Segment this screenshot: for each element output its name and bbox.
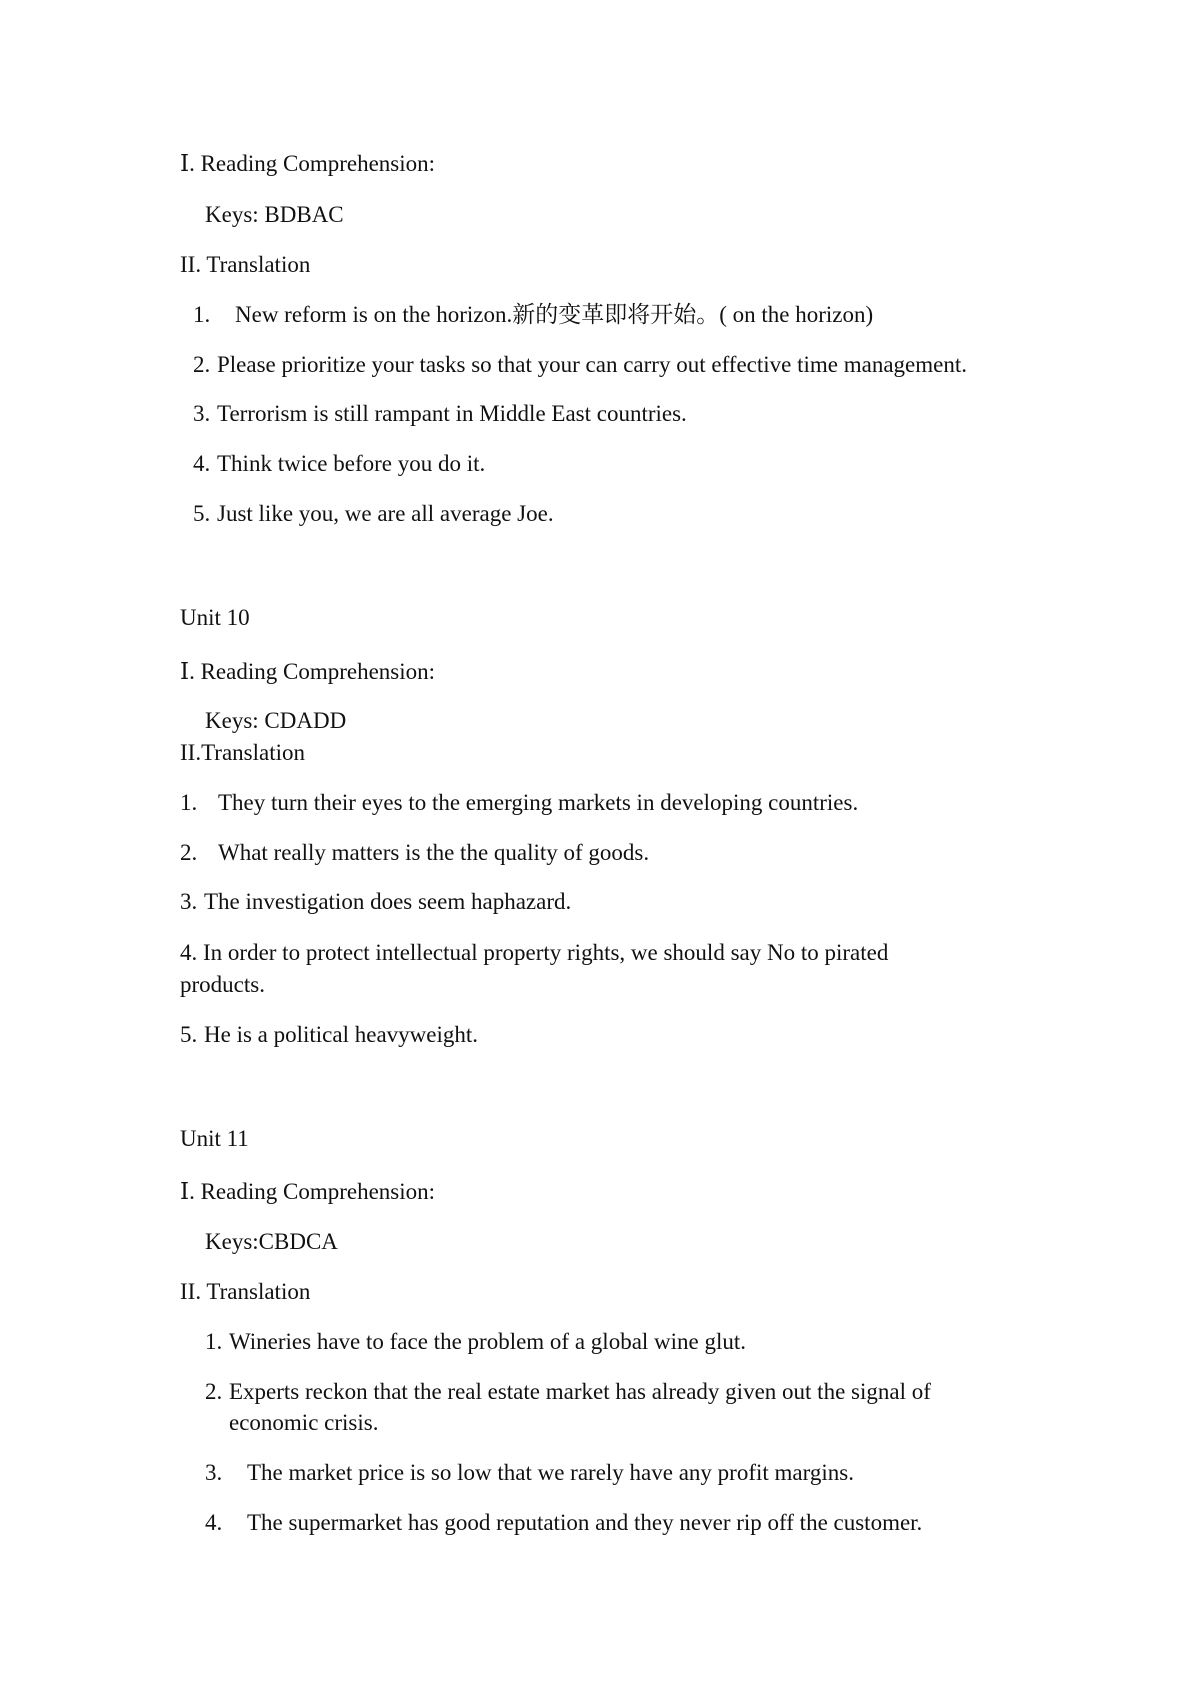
item-text: In order to protect intellectual property rights, we should say No to pirated products. xyxy=(180,940,889,997)
unit-title: Unit 11 xyxy=(180,1126,249,1151)
item-text: New reform is on the horizon.新的变革即将开始。( on the horizon) xyxy=(235,302,874,327)
item-number: 3. xyxy=(205,1460,223,1485)
item-number: 2. xyxy=(180,840,198,865)
reading-comprehension-heading: Ⅰ. Reading Comprehension: xyxy=(180,1179,436,1204)
unit-title: Unit 10 xyxy=(180,605,250,630)
translation-item xyxy=(180,937,940,1001)
translation-heading: II.Translation xyxy=(180,740,306,765)
translation-item xyxy=(205,1376,975,1438)
answer-keys: Keys:CBDCA xyxy=(205,1229,338,1254)
translation-item xyxy=(180,1020,478,1050)
item-text: The market price is so low that we rarely have any profit margins. xyxy=(247,1460,854,1485)
item-number: 2. xyxy=(193,352,211,377)
item-text: Just like you, we are all average Joe. xyxy=(217,501,554,526)
answer-keys: Keys: CDADD xyxy=(205,708,347,733)
item-number: 5. xyxy=(193,501,211,526)
translation-heading: II. Translation xyxy=(180,252,311,277)
item-number: 1. xyxy=(205,1329,223,1354)
item-text: Terrorism is still rampant in Middle East countries. xyxy=(217,401,687,426)
translation-item xyxy=(205,1327,746,1357)
translation-item xyxy=(205,1458,854,1488)
item-text: What really matters is the the quality of goods. xyxy=(218,840,650,865)
reading-comprehension-heading: Ⅰ. Reading Comprehension: xyxy=(180,151,436,176)
item-number: 3. xyxy=(193,401,211,426)
item-number: 3. xyxy=(180,889,198,914)
translation-item xyxy=(193,350,967,380)
item-text: He is a political heavyweight. xyxy=(204,1022,479,1047)
translation-heading: II. Translation xyxy=(180,1279,311,1304)
translation-item xyxy=(205,1508,922,1538)
item-number: 2. xyxy=(205,1379,223,1404)
translation-item xyxy=(193,499,554,529)
item-number: 4. xyxy=(180,940,198,965)
translation-item xyxy=(193,449,485,479)
item-number: 4. xyxy=(205,1510,223,1535)
answer-keys: Keys: BDBAC xyxy=(205,202,344,227)
translation-item xyxy=(180,887,571,917)
item-text: Think twice before you do it. xyxy=(217,451,486,476)
translation-item xyxy=(193,399,687,429)
item-text: Please prioritize your tasks so that your can carry out effective time management. xyxy=(217,352,968,377)
item-text: Experts reckon that the real estate market has already given out the signal of economic crisis. xyxy=(229,1379,931,1435)
item-number: 5. xyxy=(180,1022,198,1047)
translation-item xyxy=(193,300,873,330)
item-number: 1. xyxy=(180,790,198,815)
reading-comprehension-heading: Ⅰ. Reading Comprehension: xyxy=(180,659,436,684)
item-number: 4. xyxy=(193,451,211,476)
translation-item xyxy=(180,788,858,818)
item-text: The investigation does seem haphazard. xyxy=(204,889,572,914)
item-text: They turn their eyes to the emerging markets in developing countries. xyxy=(218,790,859,815)
item-number: 1. xyxy=(193,302,211,327)
item-text: The supermarket has good reputation and they never rip off the customer. xyxy=(247,1510,923,1535)
translation-item xyxy=(180,838,649,868)
item-text: Wineries have to face the problem of a global wine glut. xyxy=(229,1329,747,1354)
